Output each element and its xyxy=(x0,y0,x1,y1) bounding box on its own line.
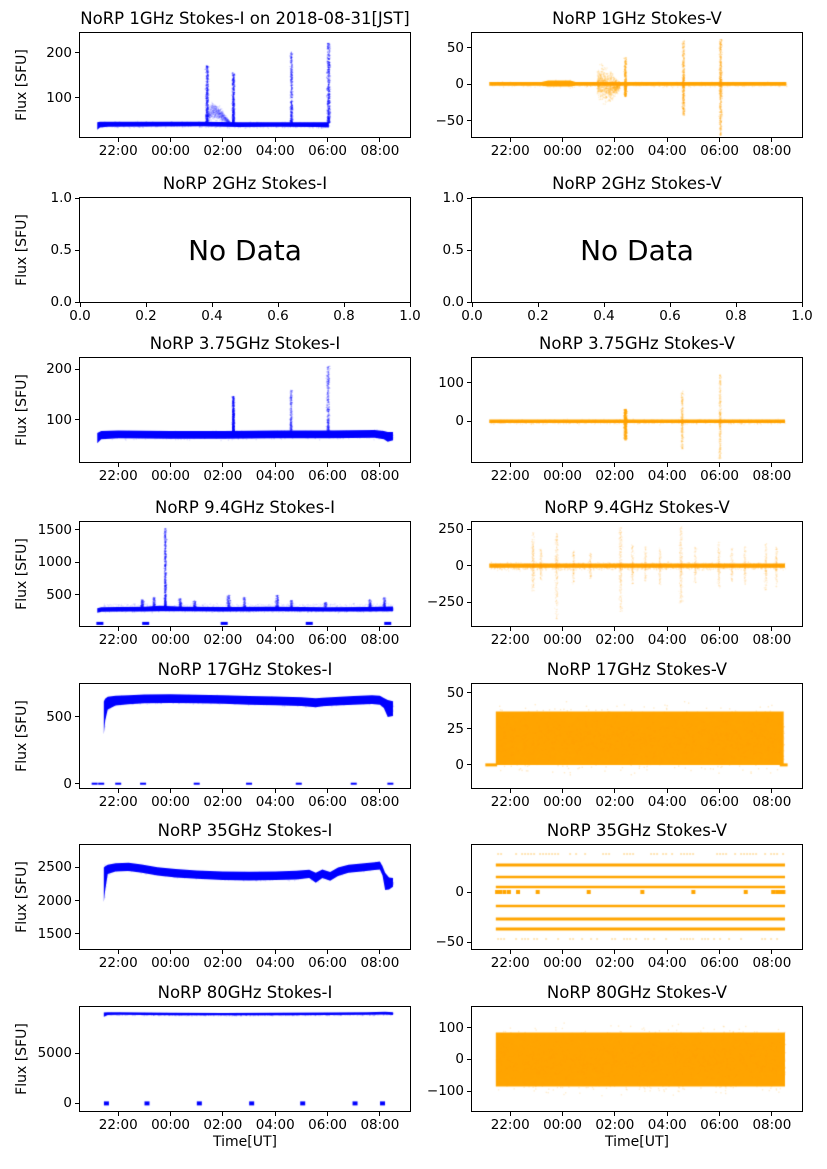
y-tick-label: 2000 xyxy=(37,892,72,909)
y-tick-label: 50 xyxy=(446,39,464,56)
x-tick-mark xyxy=(146,303,147,307)
x-tick-label: 02:00 xyxy=(203,468,243,484)
x-tick-mark xyxy=(170,463,171,467)
subplot-title: NoRP 9.4GHz Stokes-V xyxy=(544,498,730,517)
subplot-title: NoRP 35GHz Stokes-I xyxy=(157,821,333,840)
x-tick-label: 04:00 xyxy=(255,794,295,810)
x-tick-mark xyxy=(771,789,772,793)
x-tick-label: 1.0 xyxy=(791,308,813,324)
y-tick-mark xyxy=(467,198,471,199)
x-tick-mark xyxy=(614,463,615,467)
x-tick-mark xyxy=(118,138,119,142)
subplot xyxy=(426,498,802,648)
y-tick-mark xyxy=(467,892,471,893)
x-tick-label: 08:00 xyxy=(360,632,400,648)
y-tick-label: 0 xyxy=(455,1051,464,1068)
x-tick-mark xyxy=(275,138,276,142)
plot-canvas xyxy=(472,1007,802,1111)
x-tick-mark xyxy=(510,138,511,142)
x-tick-mark xyxy=(614,789,615,793)
no-data-text: No Data xyxy=(580,233,694,267)
x-tick-label: 0.6 xyxy=(659,308,681,324)
plot-canvas xyxy=(472,33,802,137)
x-tick-mark xyxy=(510,463,511,467)
x-tick-label: 00:00 xyxy=(543,632,582,648)
subplot xyxy=(14,983,410,1150)
y-tick-label: 100 xyxy=(46,411,72,428)
y-tick-label: 1500 xyxy=(37,521,72,538)
y-tick-mark xyxy=(467,692,471,693)
x-tick-label: 04:00 xyxy=(647,794,687,810)
x-tick-mark xyxy=(118,789,119,793)
subplot-title: NoRP 80GHz Stokes-I xyxy=(157,983,333,1002)
x-tick-label: 22:00 xyxy=(490,468,530,484)
y-tick-mark xyxy=(75,529,79,530)
subplot xyxy=(14,498,410,648)
x-tick-mark xyxy=(275,627,276,631)
x-tick-label: 0.2 xyxy=(135,308,157,324)
x-tick-mark xyxy=(275,789,276,793)
subplot xyxy=(446,660,802,810)
subplot xyxy=(438,334,802,484)
x-tick-mark xyxy=(719,950,720,954)
x-tick-label: 00:00 xyxy=(151,794,190,810)
y-axis-label: Flux [SFU] xyxy=(14,538,30,610)
x-tick-mark xyxy=(667,463,668,467)
x-tick-mark xyxy=(538,303,539,307)
x-tick-label: 06:00 xyxy=(700,468,740,484)
x-tick-label: 0.4 xyxy=(593,308,615,324)
y-tick-label: −100 xyxy=(426,1083,464,1100)
y-tick-label: 0 xyxy=(455,756,464,773)
plot-canvas xyxy=(80,522,410,626)
subplot-title: NoRP 9.4GHz Stokes-I xyxy=(154,498,335,517)
x-tick-mark xyxy=(472,303,473,307)
x-tick-mark xyxy=(562,138,563,142)
x-tick-mark xyxy=(327,138,328,142)
subplot-title: NoRP 35GHz Stokes-V xyxy=(546,821,728,840)
subplot-title: NoRP 3.75GHz Stokes-I xyxy=(149,334,341,353)
x-tick-mark xyxy=(667,627,668,631)
x-tick-mark xyxy=(379,950,380,954)
x-tick-mark xyxy=(562,789,563,793)
x-tick-mark xyxy=(327,1112,328,1116)
x-tick-label: 00:00 xyxy=(543,468,582,484)
subplot xyxy=(442,174,813,324)
plot-canvas xyxy=(80,33,410,137)
x-tick-label: 04:00 xyxy=(647,468,687,484)
x-tick-mark xyxy=(222,789,223,793)
x-tick-mark xyxy=(118,1112,119,1116)
y-tick-mark xyxy=(467,565,471,566)
x-tick-label: 08:00 xyxy=(752,632,792,648)
y-tick-mark xyxy=(75,716,79,717)
x-tick-mark xyxy=(170,1112,171,1116)
x-tick-label: 00:00 xyxy=(543,143,582,159)
y-tick-label: 2500 xyxy=(37,859,72,876)
x-tick-mark xyxy=(327,627,328,631)
x-tick-mark xyxy=(614,627,615,631)
x-tick-mark xyxy=(170,627,171,631)
y-tick-mark xyxy=(75,198,79,199)
plot-canvas xyxy=(472,845,802,949)
subplot xyxy=(14,660,410,810)
y-tick-mark xyxy=(467,1027,471,1028)
plot-canvas xyxy=(80,358,410,462)
x-tick-label: 06:00 xyxy=(700,955,740,971)
x-tick-label: 02:00 xyxy=(595,955,635,971)
y-tick-mark xyxy=(75,594,79,595)
y-axis-label: Flux [SFU] xyxy=(14,49,30,121)
x-tick-label: 04:00 xyxy=(647,955,687,971)
x-tick-label: 04:00 xyxy=(255,468,295,484)
y-tick-label: 1500 xyxy=(37,925,72,942)
x-tick-mark xyxy=(736,303,737,307)
x-tick-mark xyxy=(719,463,720,467)
x-tick-label: 1.0 xyxy=(399,308,421,324)
x-tick-label: 06:00 xyxy=(308,1117,348,1133)
x-tick-label: 00:00 xyxy=(151,143,190,159)
y-axis-label: Flux [SFU] xyxy=(14,861,30,933)
x-tick-mark xyxy=(604,303,605,307)
y-tick-label: 5000 xyxy=(37,1045,72,1062)
x-tick-label: 02:00 xyxy=(203,632,243,648)
subplot-title: NoRP 3.75GHz Stokes-V xyxy=(539,334,735,353)
subplot xyxy=(435,821,802,971)
x-tick-mark xyxy=(719,1112,720,1116)
x-tick-mark xyxy=(327,950,328,954)
x-tick-label: 22:00 xyxy=(98,794,138,810)
x-tick-label: 08:00 xyxy=(752,955,792,971)
x-tick-mark xyxy=(222,1112,223,1116)
subplot xyxy=(14,9,410,159)
x-tick-mark xyxy=(510,1112,511,1116)
plot-canvas xyxy=(472,522,802,626)
x-tick-mark xyxy=(771,463,772,467)
x-tick-mark xyxy=(719,138,720,142)
y-tick-mark xyxy=(75,900,79,901)
x-tick-mark xyxy=(275,950,276,954)
x-tick-label: 0.2 xyxy=(527,308,549,324)
subplot-title: NoRP 1GHz Stokes-V xyxy=(552,9,722,28)
y-tick-mark xyxy=(75,369,79,370)
x-tick-mark xyxy=(118,950,119,954)
x-tick-mark xyxy=(667,950,668,954)
x-tick-mark xyxy=(562,627,563,631)
plot-canvas xyxy=(472,684,802,788)
y-tick-mark xyxy=(467,1091,471,1092)
x-tick-mark xyxy=(170,138,171,142)
x-tick-mark xyxy=(327,463,328,467)
x-tick-mark xyxy=(344,303,345,307)
y-tick-mark xyxy=(467,764,471,765)
x-tick-label: 02:00 xyxy=(203,794,243,810)
x-tick-label: 22:00 xyxy=(490,632,530,648)
x-tick-label: 0.8 xyxy=(725,308,747,324)
x-tick-mark xyxy=(222,627,223,631)
x-tick-label: 0.8 xyxy=(333,308,355,324)
x-tick-label: 02:00 xyxy=(595,143,635,159)
x-tick-mark xyxy=(170,950,171,954)
y-tick-mark xyxy=(467,942,471,943)
x-tick-mark xyxy=(771,1112,772,1116)
subplot-title: NoRP 2GHz Stokes-I xyxy=(162,174,328,193)
x-tick-label: 06:00 xyxy=(308,794,348,810)
y-tick-label: 0 xyxy=(63,775,72,792)
y-tick-label: 0 xyxy=(455,413,464,430)
x-tick-label: 08:00 xyxy=(360,1117,400,1133)
x-tick-label: 22:00 xyxy=(490,143,530,159)
y-tick-mark xyxy=(467,302,471,303)
x-tick-mark xyxy=(275,463,276,467)
y-tick-label: −50 xyxy=(435,934,464,950)
x-tick-mark xyxy=(379,627,380,631)
x-tick-mark xyxy=(80,303,81,307)
y-tick-mark xyxy=(75,1053,79,1054)
subplot-title: NoRP 80GHz Stokes-V xyxy=(546,983,728,1002)
y-tick-label: 250 xyxy=(438,521,464,538)
y-tick-label: 0 xyxy=(63,1095,72,1112)
y-tick-label: 25 xyxy=(446,720,464,737)
x-tick-label: 00:00 xyxy=(151,632,190,648)
subplot-title: NoRP 17GHz Stokes-I xyxy=(157,660,333,679)
plot-canvas xyxy=(80,1007,410,1111)
y-tick-mark xyxy=(75,933,79,934)
x-tick-mark xyxy=(170,789,171,793)
y-tick-label: 50 xyxy=(446,684,464,701)
x-tick-mark xyxy=(510,950,511,954)
x-tick-label: 22:00 xyxy=(98,143,138,159)
y-tick-label: 100 xyxy=(438,374,464,391)
x-tick-mark xyxy=(614,950,615,954)
y-tick-mark xyxy=(75,302,79,303)
x-tick-mark xyxy=(379,138,380,142)
x-tick-label: 02:00 xyxy=(203,1117,243,1133)
y-tick-mark xyxy=(467,120,471,121)
x-tick-label: 22:00 xyxy=(98,1117,138,1133)
y-tick-mark xyxy=(467,84,471,85)
x-tick-label: 04:00 xyxy=(647,1117,687,1133)
x-tick-mark xyxy=(614,1112,615,1116)
x-tick-label: 00:00 xyxy=(543,955,582,971)
x-tick-mark xyxy=(802,303,803,307)
subplot xyxy=(14,174,421,324)
y-axis-label: Flux [SFU] xyxy=(14,214,30,286)
x-tick-mark xyxy=(562,1112,563,1116)
x-tick-label: 04:00 xyxy=(255,1117,295,1133)
x-tick-label: 06:00 xyxy=(700,632,740,648)
x-tick-mark xyxy=(222,950,223,954)
x-tick-label: 00:00 xyxy=(151,955,190,971)
x-tick-label: 00:00 xyxy=(151,468,190,484)
x-tick-mark xyxy=(510,789,511,793)
y-tick-label: 0.0 xyxy=(50,294,72,310)
x-tick-mark xyxy=(667,138,668,142)
y-tick-mark xyxy=(467,382,471,383)
subplot-title: NoRP 1GHz Stokes-I on 2018-08-31[JST] xyxy=(80,9,410,28)
x-tick-label: 04:00 xyxy=(255,955,295,971)
subplot xyxy=(14,334,410,484)
x-tick-mark xyxy=(379,463,380,467)
x-tick-label: 08:00 xyxy=(360,468,400,484)
y-tick-label: 1000 xyxy=(37,554,72,571)
x-tick-label: 08:00 xyxy=(360,794,400,810)
x-tick-label: 00:00 xyxy=(151,1117,190,1133)
y-tick-mark xyxy=(467,529,471,530)
y-axis-label: Flux [SFU] xyxy=(14,1023,30,1095)
x-tick-label: 08:00 xyxy=(752,794,792,810)
x-tick-label: 00:00 xyxy=(543,1117,582,1133)
x-tick-mark xyxy=(327,789,328,793)
subplot xyxy=(14,821,410,971)
x-tick-label: 08:00 xyxy=(752,468,792,484)
y-tick-label: 0 xyxy=(455,884,464,900)
x-tick-mark xyxy=(667,1112,668,1116)
x-tick-label: 04:00 xyxy=(647,632,687,648)
x-tick-mark xyxy=(719,789,720,793)
x-tick-label: 22:00 xyxy=(98,955,138,971)
y-tick-label: 1.0 xyxy=(442,190,464,206)
x-tick-label: 0.0 xyxy=(69,308,91,324)
y-tick-mark xyxy=(75,250,79,251)
y-tick-label: −250 xyxy=(426,594,464,611)
plot-canvas xyxy=(80,845,410,949)
y-axis-label: Flux [SFU] xyxy=(14,374,30,446)
x-tick-label: 0.6 xyxy=(267,308,289,324)
x-tick-mark xyxy=(614,138,615,142)
x-tick-mark xyxy=(719,627,720,631)
x-tick-label: 0.0 xyxy=(461,308,483,324)
x-tick-label: 06:00 xyxy=(700,794,740,810)
x-tick-label: 02:00 xyxy=(595,468,635,484)
x-tick-label: 22:00 xyxy=(490,794,530,810)
x-tick-mark xyxy=(212,303,213,307)
x-tick-label: 08:00 xyxy=(752,1117,792,1133)
x-tick-label: 02:00 xyxy=(595,632,635,648)
subplot-title: NoRP 17GHz Stokes-V xyxy=(546,660,728,679)
y-tick-label: 0.5 xyxy=(50,242,72,258)
y-tick-label: 0 xyxy=(455,557,464,574)
x-tick-mark xyxy=(670,303,671,307)
x-tick-label: 06:00 xyxy=(700,143,740,159)
x-tick-label: 04:00 xyxy=(647,143,687,159)
y-tick-mark xyxy=(75,419,79,420)
x-tick-mark xyxy=(278,303,279,307)
x-tick-label: 06:00 xyxy=(308,468,348,484)
x-tick-mark xyxy=(379,789,380,793)
x-tick-mark xyxy=(771,627,772,631)
x-tick-label: 02:00 xyxy=(203,143,243,159)
y-tick-label: 0 xyxy=(455,76,464,93)
x-axis-label: Time[UT] xyxy=(605,1134,669,1150)
y-tick-label: 1.0 xyxy=(50,190,72,206)
y-tick-mark xyxy=(467,602,471,603)
y-tick-label: 500 xyxy=(46,708,72,725)
x-tick-label: 04:00 xyxy=(255,143,295,159)
y-tick-mark xyxy=(467,728,471,729)
y-tick-label: 0.5 xyxy=(442,242,464,258)
x-tick-label: 08:00 xyxy=(360,143,400,159)
y-tick-mark xyxy=(75,562,79,563)
y-tick-mark xyxy=(467,1059,471,1060)
x-axis-label: Time[UT] xyxy=(213,1134,277,1150)
y-tick-mark xyxy=(75,783,79,784)
x-tick-mark xyxy=(222,138,223,142)
x-tick-mark xyxy=(771,138,772,142)
x-tick-label: 22:00 xyxy=(98,468,138,484)
x-tick-label: 02:00 xyxy=(203,955,243,971)
y-tick-label: 200 xyxy=(46,361,72,378)
plot-canvas xyxy=(80,684,410,788)
x-tick-mark xyxy=(410,303,411,307)
subplot xyxy=(426,983,802,1150)
x-tick-label: 22:00 xyxy=(98,632,138,648)
y-tick-label: 200 xyxy=(46,44,72,61)
x-tick-label: 08:00 xyxy=(752,143,792,159)
x-tick-label: 04:00 xyxy=(255,632,295,648)
x-tick-mark xyxy=(510,627,511,631)
x-tick-label: 00:00 xyxy=(543,794,582,810)
y-tick-mark xyxy=(75,1103,79,1104)
y-tick-label: −50 xyxy=(435,112,464,129)
y-tick-label: 0.0 xyxy=(442,294,464,310)
x-tick-label: 22:00 xyxy=(490,955,530,971)
x-tick-mark xyxy=(275,1112,276,1116)
x-tick-label: 06:00 xyxy=(308,143,348,159)
y-tick-mark xyxy=(467,47,471,48)
y-tick-label: 100 xyxy=(46,89,72,106)
no-data-text: No Data xyxy=(188,233,302,267)
x-tick-mark xyxy=(771,950,772,954)
subplot-title: NoRP 2GHz Stokes-V xyxy=(552,174,722,193)
y-tick-mark xyxy=(75,97,79,98)
subplot xyxy=(435,9,802,159)
x-tick-label: 06:00 xyxy=(700,1117,740,1133)
x-tick-mark xyxy=(118,463,119,467)
x-tick-label: 06:00 xyxy=(308,955,348,971)
y-tick-label: 500 xyxy=(46,586,72,603)
x-tick-label: 06:00 xyxy=(308,632,348,648)
x-tick-mark xyxy=(222,463,223,467)
x-tick-label: 22:00 xyxy=(490,1117,530,1133)
y-tick-mark xyxy=(467,250,471,251)
plot-canvas xyxy=(472,358,802,462)
y-tick-label: 100 xyxy=(438,1019,464,1036)
x-tick-label: 02:00 xyxy=(595,1117,635,1133)
x-tick-mark xyxy=(562,463,563,467)
y-axis-label: Flux [SFU] xyxy=(14,700,30,772)
x-tick-mark xyxy=(379,1112,380,1116)
x-tick-label: 02:00 xyxy=(595,794,635,810)
y-tick-mark xyxy=(467,421,471,422)
x-tick-mark xyxy=(667,789,668,793)
x-tick-mark xyxy=(562,950,563,954)
y-tick-mark xyxy=(75,867,79,868)
x-tick-label: 0.4 xyxy=(201,308,223,324)
x-tick-label: 08:00 xyxy=(360,955,400,971)
x-tick-mark xyxy=(118,627,119,631)
y-tick-mark xyxy=(75,52,79,53)
